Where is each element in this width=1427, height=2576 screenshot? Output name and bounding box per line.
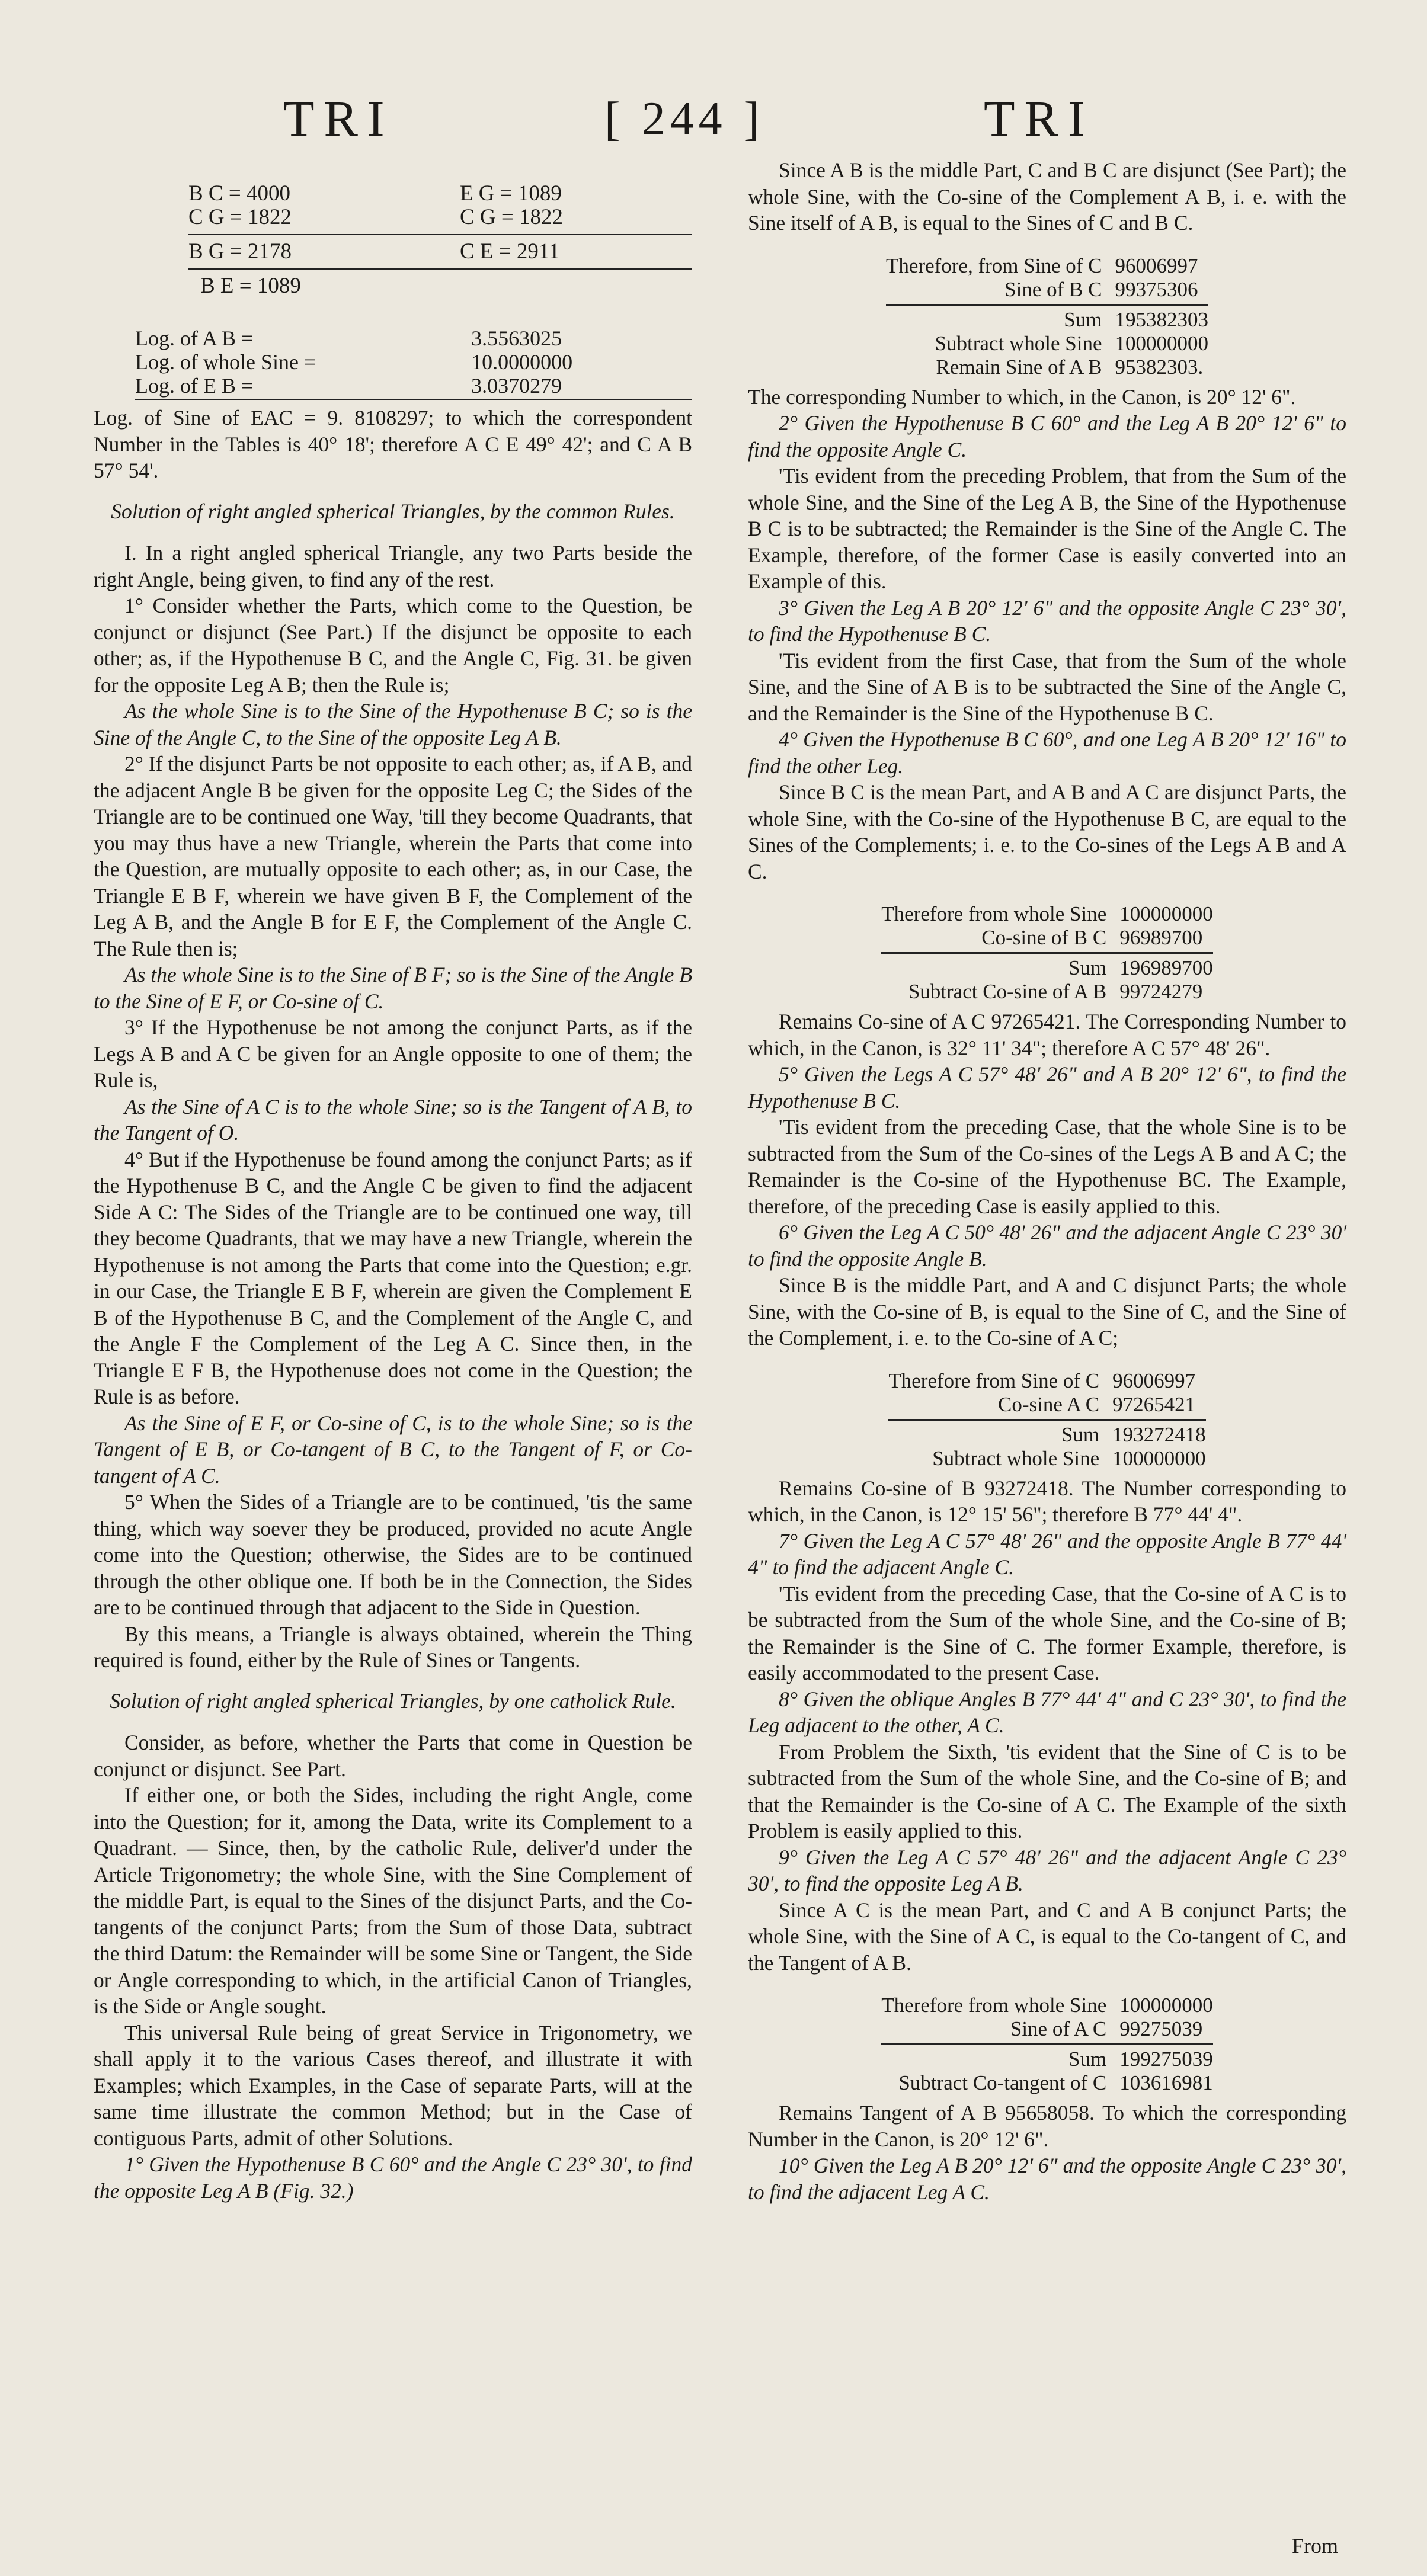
paragraph: 'Tis evident from the preceding Problem, that from the Sum of the whole Sine, and the Sine of the Leg A B, the Sine of the Hypothenuse B C is to be subtracted; the Remainder is the Sine of the Angle C. The Example, therefore, of the former Case is easily converted into an Example of this. xyxy=(748,464,1346,593)
table-value: 100000000 xyxy=(1112,1446,1206,1470)
problem-statement: 4° Given the Hypothenuse B C 60°, and one Leg A B 20° 12' 16" to find the other Leg. xyxy=(748,728,1346,778)
header-right: TRI xyxy=(984,90,1095,147)
problem-statement: 1° Given the Hypothenuse B C 60° and the Angle C 23° 30', to find the opposite Leg A B (Fig. 32.) xyxy=(94,2152,692,2203)
table-label: Sine of A C xyxy=(1010,2017,1107,2040)
section-heading: Solution of right angled spherical Triangles, by the common Rules. xyxy=(111,499,675,523)
paragraph: The corresponding Number to which, in the Canon, is 20° 12' 6". xyxy=(748,385,1296,409)
table-value: 196989700 xyxy=(1119,956,1213,979)
table-value: 96006997 xyxy=(1112,1369,1196,1392)
page-number: [ 244 ] xyxy=(604,93,764,145)
rule-line xyxy=(888,1419,1205,1421)
paragraph: 'Tis evident from the preceding Case, that the Co-sine of A C is to be subtracted from the Sum of the whole Sine, and the Co-sine of B; the Remainder is the Sine of C. The former Example, therefore, is easily accommodated to the present Case. xyxy=(748,1581,1346,1684)
paragraph: Remains Co-sine of A C 97265421. The Corresponding Number to which, in the Canon, is 32° 11' 34"; therefore A C 57° 48' 26". xyxy=(748,1010,1346,1060)
calculation-block xyxy=(188,182,692,298)
table-label: Therefore from whole Sine xyxy=(881,902,1107,925)
paragraph: 1° Consider whether the Parts, which come to the Question, be conjunct or disjunct (See Part.) If the disjunct be opposite to each other; as, if the Hypothenuse B C, and the Angle C, Fig. 31. be given for the opposite Leg A B; then the Rule is; xyxy=(94,594,692,697)
rule-line xyxy=(188,234,692,235)
paragraph: 'Tis evident from the preceding Case, that the whole Sine is to be subtracted from the Sum of the Co-sines of the Legs A B and A C; the Remainder is the Co-sine of the Hypothenuse BC. The Example, therefore, of the preceding Case is easily applied to this. xyxy=(748,1115,1346,1218)
table-value: 199275039 xyxy=(1119,2048,1213,2071)
table-label: Co-sine A C xyxy=(997,1392,1100,1416)
table-value: 100000000 xyxy=(1119,1994,1213,2017)
log-table xyxy=(135,326,692,405)
problem-statement: 10° Given the Leg A B 20° 12' 6" and the opposite Angle C 23° 30', to find the adjacent Leg A C. xyxy=(748,2154,1346,2204)
catchword: From xyxy=(1292,2534,1339,2558)
paragraph: 5° When the Sides of a Triangle are to be continued, 'tis the same thing, which way soever they be produced, provided no acute Angle come into the Question; otherwise, the Sides are to be continued through the other oblique one. If both be in the Connection, the Sides are to be continued through that adjacent to the Side in Question. xyxy=(94,1490,692,1619)
problem-statement: 3° Given the Leg A B 20° 12' 6" and the opposite Angle C 23° 30', to find the Hypothenuse B C. xyxy=(748,595,1346,646)
rule-line xyxy=(881,2043,1213,2045)
table-value: 95382303. xyxy=(1115,355,1204,379)
paragraph: If either one, or both the Sides, including the right Angle, come into the Question; for it, among the Data, write its Complement to a Quadrant. — Since, then, by the catholic Rule, deliver'd under the Article Trigonometry; the whole Sine, with the Sine Complement of the middle Part, is equal to the Sines of the disjunct Parts, and the Co-tangents of the conjunct Parts; from the Sum of those Data, subtract the third Datum: the Remainder will be some Sine or Tangent, the Side or Angle corresponding to which, in the artificial Canon of Triangles, is the Side or Angle sought. xyxy=(94,1783,692,2018)
computation-table xyxy=(888,1369,1205,1470)
calc-value: B G = 2178 xyxy=(188,239,292,264)
log-value: 10.0000000 xyxy=(471,350,573,374)
table-label: Therefore from whole Sine xyxy=(881,1994,1107,2017)
calc-value: B C = 4000 xyxy=(188,181,290,206)
table-value: 96989700 xyxy=(1119,926,1203,949)
calc-value: E G = 1089 xyxy=(459,181,562,206)
table-value: 195382303 xyxy=(1115,307,1208,331)
rule-line xyxy=(188,268,692,270)
table-label: Sum xyxy=(1061,1422,1100,1446)
table-value: 99275039 xyxy=(1119,2017,1203,2040)
paragraph: From Problem the Sixth, 'tis evident that the Sine of C is to be subtracted from the Sum of the whole Sine, and the Co-sine of B; and that the Remainder is the Co-sine of A C. The Example of the sixth Problem is easily applied to this. xyxy=(748,1739,1346,1843)
calc-value: B E = 1089 xyxy=(200,274,301,298)
rule-line xyxy=(881,952,1213,954)
paragraph: This universal Rule being of great Service in Trigonometry, we shall apply it to the various Cases thereof, and illustrate it with Examples; which Examples, in the Case of separate Parts, will at the same time illustrate the common Method; but in the Case of contiguous Parts, admit of other Solutions. xyxy=(94,2020,692,2150)
calc-value: C E = 2911 xyxy=(459,239,560,264)
paragraph: 2° If the disjunct Parts be not opposite to each other; as, if A B, and the adjacent Angle B be given for the opposite Leg C; the Sides of the Triangle are to be continued one Way, 'till they become Quadrants, that you may thus have a new Triangle, wherein the Parts that come into the Question, are mutually opposite to each other; as, in our Case, the Triangle E B F, wherein we have given B F, the Complement of the Leg A B, and the Angle B for E F, the Complement of the Angle C. The Rule then is; xyxy=(94,752,692,960)
table-label: Therefore, from Sine of C xyxy=(886,254,1102,277)
paragraph: Since A B is the middle Part, C and B C are disjunct (See Part); the whole Sine, with the Co-sine of the Complement A B, i. e. with the Sine itself of A B, is equal to the Sines of C and B C. xyxy=(748,158,1346,235)
table-value: 100000000 xyxy=(1115,331,1208,355)
section-heading: Solution of right angled spherical Triangles, by one catholick Rule. xyxy=(110,1689,676,1713)
log-value: 3.0370279 xyxy=(471,374,562,398)
computation-table xyxy=(881,1994,1213,2095)
paragraph: I. In a right angled spherical Triangle, any two Parts beside the right Angle, being given, to find any of the rest. xyxy=(94,541,692,591)
problem-statement: 7° Given the Leg A C 57° 48' 26" and the opposite Angle B 77° 44' 4" to find the adjacent Angle C. xyxy=(748,1529,1346,1579)
header-left: TRI xyxy=(283,90,394,147)
paragraph: 4° But if the Hypothenuse be found among the conjunct Parts; as if the Hypothenuse B C, and the Angle C be given to find the adjacent Side A C: The Sides of the Triangle are to be continued one way, till they become Quadrants, that we may have a new Triangle, wherein the Hypothenuse is not among the Parts that come into the Question; e.gr. in our Case, the Triangle E B F, wherein are given the Complement E B of the Hypothenuse B C, and the Complement of the Angle C, and the Angle F the Complement of the Leg A C. Since then, in the Triangle E F B, the Hypothenuse does not come in the Question; the Rule is as before. xyxy=(94,1147,692,1408)
problem-statement: 6° Given the Leg A C 50° 48' 26" and the adjacent Angle C 23° 30' to find the opposite Angle B. xyxy=(748,1220,1346,1271)
problem-statement: 5° Given the Legs A C 57° 48' 26" and A B 20° 12' 6", to find the Hypothenuse B C. xyxy=(748,1062,1346,1113)
rule-statement: As the Sine of E F, or Co-sine of C, is to the whole Sine; so is the Tangent of E B, or Co-tangent of B C, to the Tangent of F, or Co-tangent of A C. xyxy=(94,1411,692,1488)
paragraph: Consider, as before, whether the Parts that come in Question be conjunct or disjunct. See Part. xyxy=(94,1731,692,1781)
table-value: 99724279 xyxy=(1119,980,1203,1003)
table-label: Co-sine of B C xyxy=(981,926,1107,949)
paragraph: Remains Tangent of A B 95658058. To which the corresponding Number in the Canon, is 20° 12' 6". xyxy=(748,2101,1346,2151)
right-column xyxy=(748,157,1346,2205)
problem-statement: 9° Given the Leg A C 57° 48' 26" and the adjacent Angle C 23° 30', to find the opposite Leg A B. xyxy=(748,1845,1346,1895)
calc-value: C G = 1822 xyxy=(459,205,563,229)
computation-table xyxy=(886,254,1208,379)
table-label: Sum xyxy=(1068,956,1107,979)
rule-statement: As the whole Sine is to the Sine of B F; so is the Sine of the Angle B to the Sine of E F, or Co-sine of C. xyxy=(94,963,692,1013)
table-label: Sum xyxy=(1064,307,1102,331)
paragraph: Since A C is the mean Part, and C and A B conjunct Parts; the whole Sine, with the Sine of A C, is equal to the Co-tangent of C, and the Tangent of A B. xyxy=(748,1898,1346,1975)
rule-statement: As the whole Sine is to the Sine of the Hypothenuse B C; so is the Sine of the Angle C, to the Sine of the opposite Leg A B. xyxy=(94,699,692,749)
left-column xyxy=(94,157,692,2204)
table-label: Subtract whole Sine xyxy=(932,1446,1100,1470)
table-value: 96006997 xyxy=(1115,254,1198,277)
paragraph: 3° If the Hypothenuse be not among the conjunct Parts, as if the Legs A B and A C be given for an Angle opposite to one of them; the Rule is, xyxy=(94,1015,692,1092)
computation-table xyxy=(881,902,1213,1004)
table-value: 97265421 xyxy=(1112,1392,1196,1416)
paragraph: Since B C is the mean Part, and A B and A C are disjunct Parts, the whole Sine, with the Co-sine of the Hypothenuse B C, are equal to the Sines of the Complements; i. e. to the Co-sines of the Legs A B and A C. xyxy=(748,780,1346,883)
paragraph: Log. of Sine of EAC = 9. 8108297; to which the correspondent Number in the Tables is 40° 18'; therefore A C E 49° 42'; and C A B 57° 54'. xyxy=(94,406,692,482)
problem-statement: 8° Given the oblique Angles B 77° 44' 4" and C 23° 30', to find the Leg adjacent to the other, A C. xyxy=(748,1687,1346,1737)
table-value: 193272418 xyxy=(1112,1422,1206,1446)
table-value: 99375306 xyxy=(1115,277,1198,301)
rule-line xyxy=(135,399,692,400)
log-value: 3.5563025 xyxy=(471,326,562,350)
table-label: Subtract Co-sine of A B xyxy=(908,980,1107,1003)
calc-value: C G = 1822 xyxy=(188,205,292,229)
table-label: Subtract whole Sine xyxy=(935,331,1102,355)
log-label: Log. of A B = xyxy=(135,326,254,350)
table-label: Therefore from Sine of C xyxy=(888,1369,1100,1392)
paragraph: By this means, a Triangle is always obtained, wherein the Thing required is found, either by the Rule of Sines or Tangents. xyxy=(94,1622,692,1672)
table-label: Remain Sine of A B xyxy=(936,355,1102,379)
running-header xyxy=(0,89,1427,154)
rule-statement: As the Sine of A C is to the whole Sine; so is the Tangent of A B, to the Tangent of O. xyxy=(94,1094,692,1145)
table-value: 103616981 xyxy=(1119,2071,1213,2094)
paragraph: 'Tis evident from the first Case, that from the Sum of the whole Sine, and the Sine of A B is to be subtracted the Sine of the Angle C, and the Remainder is the Sine of the Hypothenuse B C. xyxy=(748,648,1346,725)
paragraph: Since B is the middle Part, and A and C disjunct Parts; the whole Sine, with the Co-sine of B, is equal to the Sine of C, and the Sine of the Complement, i. e. to the Co-sine of A C; xyxy=(748,1273,1346,1350)
rule-line xyxy=(886,304,1208,306)
table-label: Sine of B C xyxy=(1004,277,1102,301)
table-label: Sum xyxy=(1068,2048,1107,2071)
problem-statement: 2° Given the Hypothenuse B C 60° and the Leg A B 20° 12' 6" to find the opposite Angle C. xyxy=(748,411,1346,462)
table-label: Subtract Co-tangent of C xyxy=(898,2071,1107,2094)
table-value: 100000000 xyxy=(1119,902,1213,925)
log-label: Log. of E B = xyxy=(135,374,254,398)
paragraph: Remains Co-sine of B 93272418. The Number corresponding to which, in the Canon, is 12° 15' 56"; therefore B 77° 44' 4". xyxy=(748,1476,1346,1526)
log-label: Log. of whole Sine = xyxy=(135,350,316,374)
